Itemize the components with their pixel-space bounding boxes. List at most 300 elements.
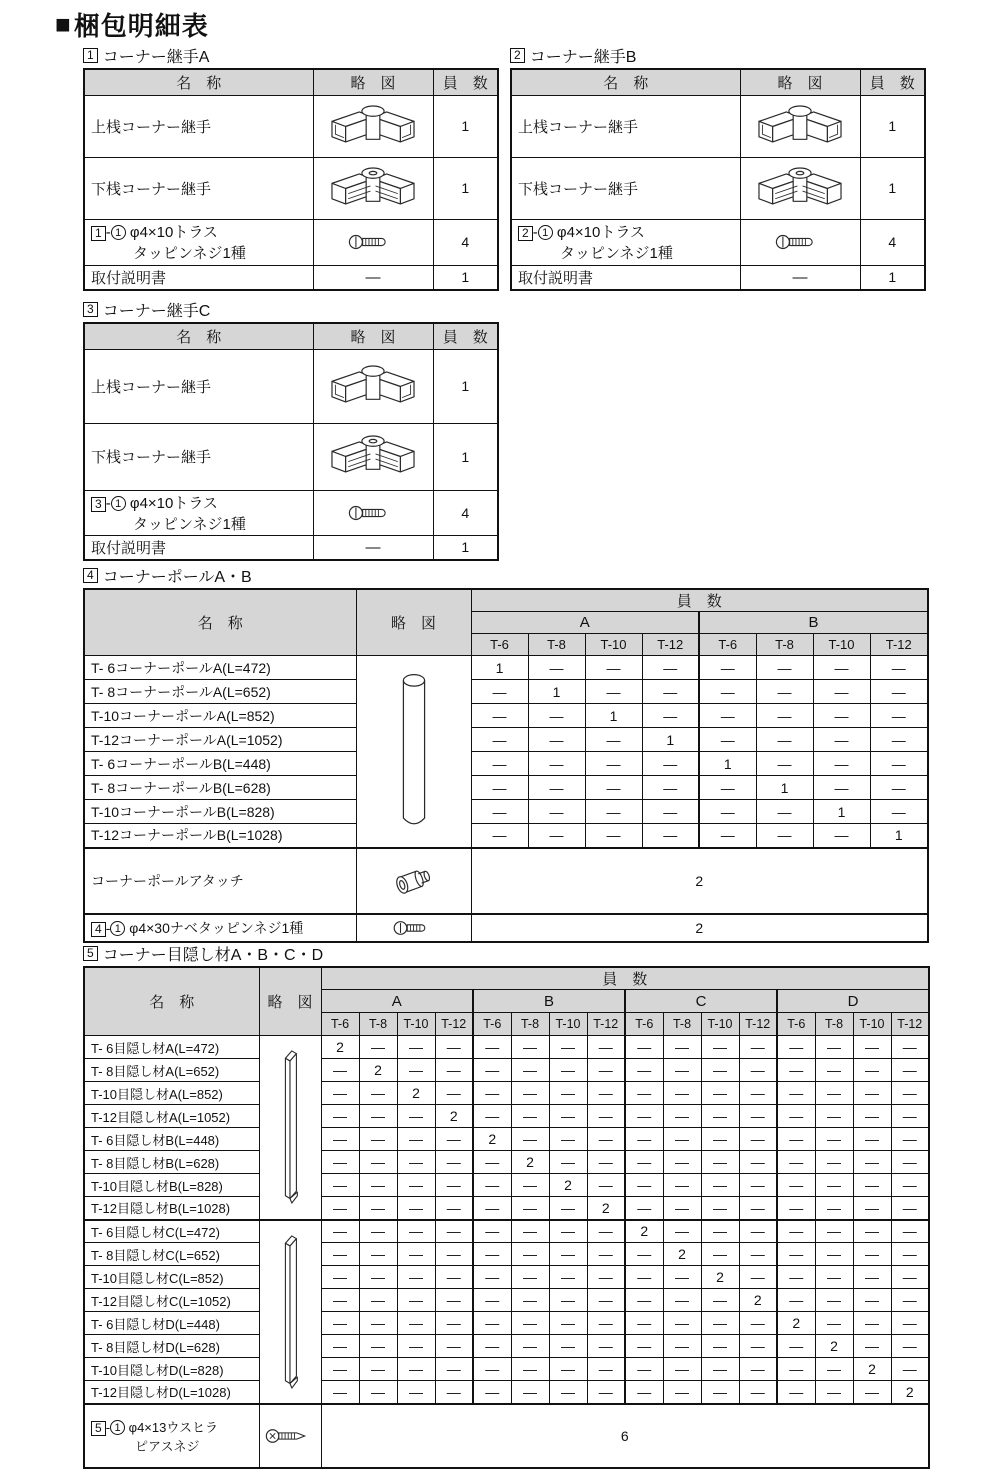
qty-cell: — (891, 1059, 929, 1082)
qty-cell: 2 (777, 1312, 815, 1335)
qty-cell: — (359, 1358, 397, 1381)
table-row (84, 1220, 929, 1243)
qty-cell: — (699, 800, 756, 824)
corner-joint-b-table (510, 68, 926, 291)
qty-cell: — (625, 1266, 663, 1289)
group-header-b: B (699, 612, 928, 634)
qty-cell: 2 (625, 1220, 663, 1243)
size-header: T-12 (435, 1013, 473, 1036)
qty-cell: — (625, 1082, 663, 1105)
qty-cell: — (701, 1174, 739, 1197)
qty-cell: — (853, 1266, 891, 1289)
qty-cell: — (321, 1082, 359, 1105)
table-row (84, 1197, 929, 1220)
qty-cell: — (625, 1036, 663, 1059)
section-corner-blind-abcd (83, 944, 928, 1469)
table-row (84, 1128, 929, 1151)
qty-cell: — (891, 1358, 929, 1381)
qty-cell: 2 (587, 1197, 625, 1220)
qty-cell: — (397, 1220, 435, 1243)
blind-profile-icon (260, 1227, 321, 1397)
qty-cell: — (587, 1243, 625, 1266)
qty-cell: — (549, 1082, 587, 1105)
qty-cell: 2 (815, 1335, 853, 1358)
qty-cell: — (853, 1312, 891, 1335)
qty-cell: — (435, 1082, 473, 1105)
sketch-cell (740, 157, 860, 219)
lower-corner-joint-icon (741, 162, 860, 215)
qty-cell: — (739, 1151, 777, 1174)
qty-cell: 1 (860, 157, 925, 219)
row-name: T- 8目隠し材D(L=628) (84, 1335, 259, 1358)
size-header: T-10 (701, 1013, 739, 1036)
ref-number-circle: 1 (110, 1420, 125, 1435)
qty-cell: — (777, 1197, 815, 1220)
qty-cell: — (585, 800, 642, 824)
qty-cell: — (891, 1266, 929, 1289)
qty-cell: — (321, 1197, 359, 1220)
qty-cell: — (397, 1151, 435, 1174)
qty-cell: 1 (471, 656, 528, 680)
qty-cell: — (815, 1197, 853, 1220)
table-row (84, 1335, 929, 1358)
qty-cell: — (777, 1036, 815, 1059)
row-name: 取付説明書 (84, 265, 313, 290)
title-bullet-icon: ■ (55, 9, 72, 39)
qty-cell: 2 (359, 1059, 397, 1082)
qty-cell: — (473, 1312, 511, 1335)
qty-cell: 1 (433, 535, 498, 560)
qty-cell: — (891, 1335, 929, 1358)
qty-cell: — (549, 1335, 587, 1358)
qty-cell: — (549, 1289, 587, 1312)
section-corner-joint-c (83, 300, 497, 561)
qty-cell: — (699, 656, 756, 680)
qty-cell: — (511, 1105, 549, 1128)
blind-profile-icon (260, 1042, 321, 1212)
qty-cell: — (585, 776, 642, 800)
qty-cell: — (587, 1358, 625, 1381)
size-header: T-6 (699, 634, 756, 656)
table-row (84, 1381, 929, 1404)
row-name: T-12目隠し材A(L=1052) (84, 1105, 259, 1128)
size-header: T-10 (397, 1013, 435, 1036)
qty-cell: — (756, 680, 813, 704)
qty-cell: — (528, 728, 585, 752)
table-row (84, 1105, 929, 1128)
qty-cell: — (549, 1266, 587, 1289)
qty-cell: — (891, 1220, 929, 1243)
qty-cell: — (739, 1381, 777, 1404)
qty-cell: 4 (860, 219, 925, 265)
qty-cell: — (853, 1059, 891, 1082)
qty-cell: — (471, 776, 528, 800)
piercing-screw-icon (260, 1427, 321, 1445)
qty-cell: — (473, 1174, 511, 1197)
sketch-dash: — (313, 535, 433, 560)
qty-cell: 2 (549, 1174, 587, 1197)
qty-cell: — (701, 1381, 739, 1404)
ref-number-box: 4 (91, 922, 106, 937)
section-label (510, 46, 924, 64)
qty-cell: — (549, 1105, 587, 1128)
qty-cell: — (701, 1105, 739, 1128)
qty-cell: — (471, 728, 528, 752)
qty-cell: — (585, 752, 642, 776)
qty-cell: — (625, 1151, 663, 1174)
qty-cell: — (549, 1243, 587, 1266)
qty-cell: — (663, 1105, 701, 1128)
qty-cell: — (511, 1220, 549, 1243)
size-header: T-8 (815, 1013, 853, 1036)
qty-cell: — (815, 1128, 853, 1151)
qty-cell: — (435, 1059, 473, 1082)
qty-cell: — (756, 728, 813, 752)
table-row (84, 824, 928, 848)
qty-cell: — (663, 1059, 701, 1082)
qty-cell: — (473, 1220, 511, 1243)
qty-cell: — (359, 1381, 397, 1404)
qty-cell: — (701, 1312, 739, 1335)
qty-cell: — (699, 704, 756, 728)
qty-cell: — (511, 1312, 549, 1335)
qty-cell: — (663, 1151, 701, 1174)
sketch-cell (313, 219, 433, 265)
qty-cell: — (585, 824, 642, 848)
truss-screw-icon (314, 233, 433, 251)
section-title: コーナー継手A (102, 48, 210, 66)
qty-cell: — (701, 1036, 739, 1059)
column-header-sketch: 略 図 (313, 69, 433, 95)
sketch-cell (313, 95, 433, 157)
qty-cell: — (587, 1082, 625, 1105)
row-name: 上桟コーナー継手 (511, 95, 740, 157)
qty-cell: — (549, 1312, 587, 1335)
sketch-cell (313, 349, 433, 423)
sketch-dash: — (313, 265, 433, 290)
ref-number-box: 2 (518, 226, 533, 241)
qty-cell: — (777, 1174, 815, 1197)
qty-cell: — (549, 1059, 587, 1082)
qty-cell: — (321, 1266, 359, 1289)
table-row (84, 490, 498, 535)
size-header: T-12 (891, 1013, 929, 1036)
qty-cell: — (663, 1266, 701, 1289)
group-header-c: C (625, 990, 777, 1013)
qty-cell: — (435, 1243, 473, 1266)
row-name: T-12目隠し材B(L=1028) (84, 1197, 259, 1220)
table-row (84, 1151, 929, 1174)
qty-cell: — (511, 1128, 549, 1151)
column-header-name: 名 称 (84, 69, 313, 95)
qty-cell: — (777, 1243, 815, 1266)
qty-cell: — (585, 728, 642, 752)
qty-cell: — (625, 1312, 663, 1335)
qty-cell: — (587, 1174, 625, 1197)
qty-cell: — (891, 1036, 929, 1059)
qty-cell: — (663, 1036, 701, 1059)
row-name: T- 6目隠し材A(L=472) (84, 1036, 259, 1059)
qty-cell: — (321, 1289, 359, 1312)
qty-cell: — (815, 1266, 853, 1289)
row-name: 5 - 1 φ4×13ウスヒラ ピアスネジ (84, 1404, 259, 1468)
qty-cell: — (663, 1358, 701, 1381)
size-header: T-12 (587, 1013, 625, 1036)
qty-cell: — (321, 1335, 359, 1358)
column-header-qty: 員 数 (433, 323, 498, 349)
column-header-qty: 員 数 (433, 69, 498, 95)
qty-cell: — (853, 1220, 891, 1243)
qty-cell: — (853, 1105, 891, 1128)
qty-cell: — (663, 1082, 701, 1105)
qty-cell: — (813, 752, 870, 776)
qty-cell: — (587, 1381, 625, 1404)
qty-cell: — (739, 1036, 777, 1059)
qty-cell: — (511, 1059, 549, 1082)
qty-cell: — (625, 1197, 663, 1220)
qty-cell: 1 (870, 824, 928, 848)
qty-cell: — (511, 1266, 549, 1289)
sketch-dash: — (740, 265, 860, 290)
sketch-cell (740, 219, 860, 265)
qty-cell: 2 (511, 1151, 549, 1174)
row-name: 上桟コーナー継手 (84, 95, 313, 157)
header-row (84, 967, 929, 990)
qty-cell: — (625, 1289, 663, 1312)
section-label (83, 300, 497, 318)
row-name: T-10コーナーポールA(L=852) (84, 704, 356, 728)
table-row (84, 1289, 929, 1312)
ref-number-box: 5 (91, 1421, 106, 1436)
qty-cell: 2 (701, 1266, 739, 1289)
ref-number-circle: 1 (110, 921, 125, 936)
corner-joint-c-table (83, 322, 499, 561)
qty-cell: — (359, 1335, 397, 1358)
column-header-sketch: 略 図 (313, 323, 433, 349)
table-row (84, 219, 498, 265)
qty-cell: 2 (853, 1358, 891, 1381)
qty-cell: 2 (739, 1289, 777, 1312)
upper-corner-joint-icon (741, 100, 860, 153)
table-row (84, 1174, 929, 1197)
qty-cell: — (777, 1381, 815, 1404)
qty-cell: — (359, 1151, 397, 1174)
qty-cell: — (891, 1105, 929, 1128)
qty-cell: — (663, 1220, 701, 1243)
qty-cell: — (853, 1151, 891, 1174)
upper-corner-joint-icon (314, 100, 433, 153)
qty-cell: — (815, 1151, 853, 1174)
qty-cell: — (473, 1335, 511, 1358)
qty-cell: — (359, 1128, 397, 1151)
qty-cell: — (511, 1243, 549, 1266)
qty-cell: — (701, 1128, 739, 1151)
qty-cell: — (359, 1174, 397, 1197)
qty-cell: — (739, 1220, 777, 1243)
qty-cell: — (891, 1128, 929, 1151)
qty-cell: — (739, 1197, 777, 1220)
qty-cell: — (321, 1105, 359, 1128)
size-header: T-10 (585, 634, 642, 656)
column-header-qty: 員 数 (860, 69, 925, 95)
row-name: 3 - 1 φ4×10トラス タッピンネジ1種 (84, 490, 313, 535)
qty-cell: — (397, 1381, 435, 1404)
qty-cell: — (473, 1059, 511, 1082)
size-header: T-12 (739, 1013, 777, 1036)
qty-cell: — (891, 1151, 929, 1174)
qty-cell: — (853, 1335, 891, 1358)
qty-cell: — (359, 1036, 397, 1059)
qty-cell: — (549, 1220, 587, 1243)
qty-cell: — (813, 776, 870, 800)
section-label (83, 46, 497, 64)
qty-cell: — (397, 1243, 435, 1266)
qty-cell: — (625, 1358, 663, 1381)
qty-cell: 4 (433, 219, 498, 265)
qty-cell: 1 (642, 728, 699, 752)
table-row (84, 848, 928, 914)
qty-cell: — (739, 1105, 777, 1128)
qty-cell: — (473, 1197, 511, 1220)
qty-cell: — (815, 1243, 853, 1266)
qty-cell: — (777, 1151, 815, 1174)
qty-cell: — (642, 704, 699, 728)
table-row (84, 800, 928, 824)
qty-cell: — (870, 680, 928, 704)
qty-cell: — (397, 1036, 435, 1059)
qty-cell: — (587, 1151, 625, 1174)
qty-cell: — (701, 1243, 739, 1266)
qty-cell: — (473, 1105, 511, 1128)
qty-cell: — (663, 1335, 701, 1358)
qty-cell: — (435, 1335, 473, 1358)
row-name: T- 8コーナーポールB(L=628) (84, 776, 356, 800)
qty-cell: — (473, 1266, 511, 1289)
qty-cell: — (701, 1335, 739, 1358)
qty-cell: — (813, 680, 870, 704)
qty-cell: — (891, 1243, 929, 1266)
qty-cell: — (777, 1266, 815, 1289)
table-row (84, 265, 498, 290)
sketch-cell (356, 914, 471, 942)
column-header-name: 名 称 (84, 967, 259, 1036)
section-label (83, 944, 928, 962)
row-name: 1 - 1 φ4×10トラス タッピンネジ1種 (84, 219, 313, 265)
section-number-box: 4 (83, 568, 98, 583)
qty-cell: — (528, 752, 585, 776)
qty-cell: — (528, 776, 585, 800)
row-name: 下桟コーナー継手 (511, 157, 740, 219)
row-name: T-10目隠し材D(L=828) (84, 1358, 259, 1381)
qty-cell: — (435, 1036, 473, 1059)
qty-cell: — (701, 1059, 739, 1082)
qty-cell: — (739, 1082, 777, 1105)
qty-cell: — (777, 1358, 815, 1381)
qty-cell: — (853, 1036, 891, 1059)
size-header: T-6 (321, 1013, 359, 1036)
qty-cell: — (739, 1243, 777, 1266)
size-header: T-8 (511, 1013, 549, 1036)
qty-cell: — (642, 680, 699, 704)
qty-cell: — (701, 1289, 739, 1312)
qty-cell: — (359, 1266, 397, 1289)
qty-cell: — (739, 1312, 777, 1335)
qty-cell: 1 (756, 776, 813, 800)
size-header: T-8 (756, 634, 813, 656)
qty-cell: — (473, 1358, 511, 1381)
qty-cell: — (321, 1358, 359, 1381)
qty-cell: — (359, 1197, 397, 1220)
qty-cell: — (870, 776, 928, 800)
qty-cell: 1 (433, 265, 498, 290)
qty-cell: — (756, 704, 813, 728)
qty-cell: — (777, 1335, 815, 1358)
qty-cell: 1 (433, 349, 498, 423)
qty-cell: — (815, 1289, 853, 1312)
qty-cell: — (585, 656, 642, 680)
qty-cell: — (815, 1059, 853, 1082)
qty-cell: — (815, 1105, 853, 1128)
qty-cell: — (549, 1197, 587, 1220)
table-row (84, 704, 928, 728)
qty-cell: — (549, 1151, 587, 1174)
row-name: T- 8コーナーポールA(L=652) (84, 680, 356, 704)
qty-cell: — (435, 1381, 473, 1404)
qty-cell: — (435, 1266, 473, 1289)
column-header-qty: 員 数 (321, 967, 929, 990)
row-name: 2 - 1 φ4×10トラス タッピンネジ1種 (511, 219, 740, 265)
row-name: T- 8目隠し材B(L=628) (84, 1151, 259, 1174)
sketch-cell (356, 656, 471, 848)
qty-cell: — (777, 1220, 815, 1243)
qty-cell: — (587, 1335, 625, 1358)
qty-cell: — (587, 1289, 625, 1312)
qty-cell: — (777, 1105, 815, 1128)
qty-cell: — (870, 728, 928, 752)
qty-cell: — (625, 1105, 663, 1128)
qty-cell: — (528, 824, 585, 848)
qty-cell: — (870, 752, 928, 776)
sketch-cell (259, 1220, 321, 1404)
qty-cell: — (397, 1105, 435, 1128)
qty-cell: — (511, 1335, 549, 1358)
group-header-a: A (471, 612, 699, 634)
qty-cell: — (321, 1381, 359, 1404)
qty-cell: — (321, 1174, 359, 1197)
qty-cell: — (870, 704, 928, 728)
qty-cell: — (815, 1036, 853, 1059)
table-row (84, 349, 498, 423)
column-header-qty: 員 数 (471, 589, 928, 612)
qty-cell: — (813, 656, 870, 680)
sketch-cell (313, 157, 433, 219)
size-header: T-10 (853, 1013, 891, 1036)
table-row (511, 157, 925, 219)
section-title: コーナー継手C (102, 302, 211, 320)
row-name: T- 6コーナーポールA(L=472) (84, 656, 356, 680)
qty-cell: — (663, 1174, 701, 1197)
qty-cell: — (511, 1197, 549, 1220)
qty-cell: — (585, 680, 642, 704)
corner-blind-table (83, 966, 930, 1469)
qty-cell: 1 (585, 704, 642, 728)
column-header-name: 名 称 (511, 69, 740, 95)
page-title (55, 6, 209, 43)
size-header: T-12 (870, 634, 928, 656)
qty-cell: — (815, 1381, 853, 1404)
qty-cell: — (625, 1174, 663, 1197)
qty-cell: — (870, 656, 928, 680)
